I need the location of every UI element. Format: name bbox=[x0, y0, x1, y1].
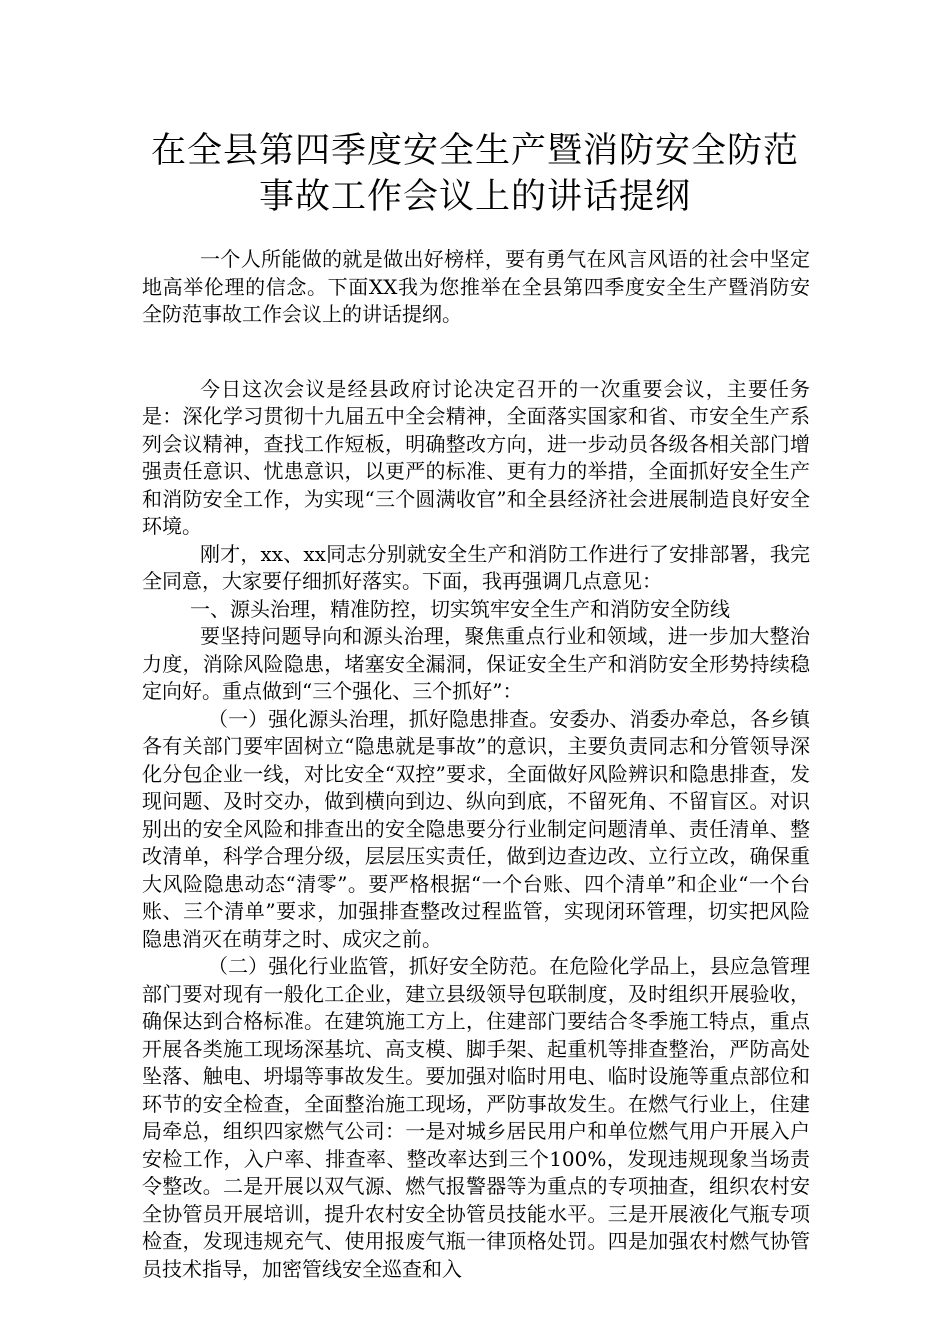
subsection-1-paragraph: （一）强化源头治理，抓好隐患排查。安委办、消委办牵总，各乡镇各有关部门要牢固树立“隐患就是事故”的意识，主要负责同志和分管领导深化分包企业一线，对比安全“双控”要求，全面做好风险辨识和隐患排查，发现问题、及时交办，做到横向到边、纵向到底，不留死角、不留盲区。对识别出的安全风险和排查出的安全隐患要分行业制定问题清单、责任清单、整改清单，科学合理分级，层层压实责任，做到边查边改、立行立改，确保重大风险隐患动态“清零”。要严格根据“一个台账、四个清单”和企业“一个台账、三个清单”要求，加强排查整改过程监管，实现闭环管理，切实把风险隐患消灭在萌芽之时、成灾之前。 bbox=[142, 706, 810, 951]
section-heading-1: 一、源头治理，精准防控，切实筑牢安全生产和消防安全防线 bbox=[190, 596, 730, 621]
subsection-2-paragraph: （二）强化行业监管，抓好安全防范。在危险化学品上，县应急管理部门要对现有一般化工企业，建立县级领导包联制度，及时组织开展验收，确保达到合格标准。在建筑施工方上，住建部门要结合冬季施工特点，重点开展各类施工现场深基坑、高支模、脚手架、起重机等排查整治，严防高处坠落、触电、坍塌等事故发生。要加强对临时用电、临时设施等重点部位和环节的安全检查，全面整治施工现场，严防事故发生。在燃气行业上，住建局牵总，组织四家燃气公司：一是对城乡居民用户和单位燃气用户开展入户安检工作，入户率、排查率、整改率达到三个100%，发现违规现象当场责令整改。二是开展以双气源、燃气报警器等为重点的专项抽查，组织农村安全协管员开展培训，提升农村安全协管员技能水平。三是开展液化气瓶专项检查，发现违规充气、使用报废气瓶一律顶格处罚。四是加强农村燃气协管员技术指导，加密管线安全巡查和入 bbox=[142, 954, 810, 1281]
section-1-intro-paragraph: 要坚持问题导向和源头治理，聚焦重点行业和领域，进一步加大整治力度，消除风险隐患，堵塞安全漏洞，保证安全生产和消防安全形势持续稳定向好。重点做到“三个强化、三个抓好”： bbox=[142, 624, 810, 703]
paragraph-spacer bbox=[142, 329, 810, 376]
document-title-line-2: 事故工作会议上的讲话提纲 bbox=[258, 177, 691, 217]
meeting-purpose-paragraph: 今日这次会议是经县政府讨论决定召开的一次重要会议，主要任务是：深化学习贯彻十九届五中全会精神，全面落实国家和省、市安全生产系列会议精神，查找工作短板，明确整改方向，进一步动员各级各相关部门增强责任意识、忧患意识，以更严的标准、更有力的举措，全面抓好安全生产和消防安全工作，为实现“三个圆满收官”和全县经济社会进展制造良好安全环境。 bbox=[142, 376, 810, 538]
intro-paragraph: 一个人所能做的就是做出好榜样，要有勇气在风言风语的社会中坚定地高举伦理的信念。下面XX我为您推举在全县第四季度安全生产暨消防安全防范事故工作会议上的讲话提纲。 bbox=[142, 247, 810, 326]
document-body bbox=[142, 246, 810, 1283]
document-title-line-1: 在全县第四季度安全生产暨消防安全防范 bbox=[150, 131, 799, 171]
arrangement-paragraph: 刚才，xx、xx同志分别就安全生产和消防工作进行了安排部署，我完全同意，大家要仔细抓好落实。下面，我再强调几点意见： bbox=[142, 541, 810, 593]
